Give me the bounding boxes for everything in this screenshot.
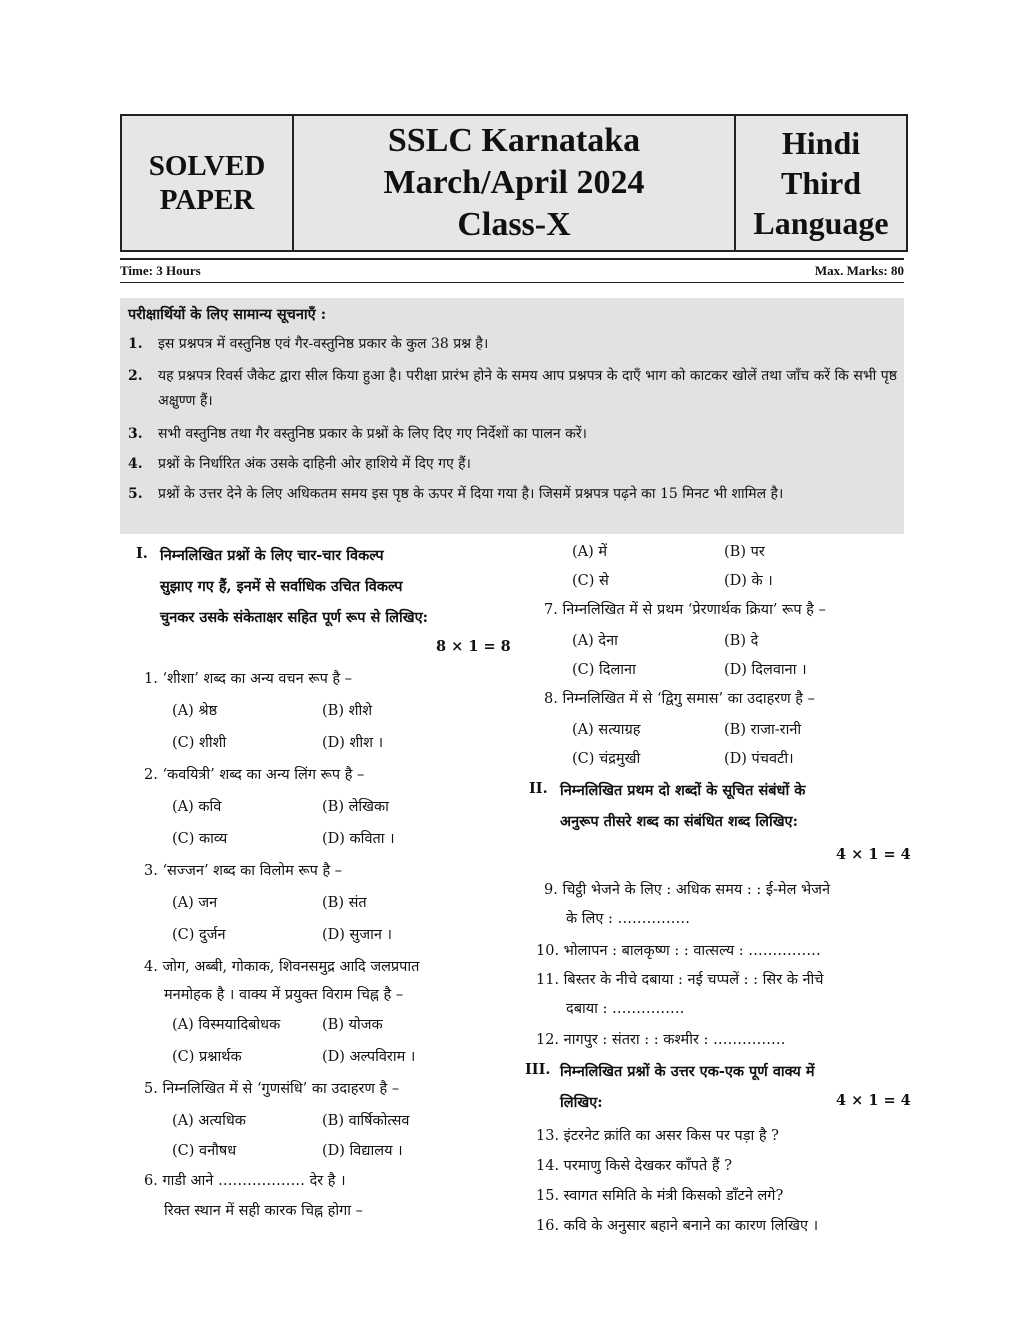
option-c: (C) चंद्रमुखी bbox=[572, 751, 641, 767]
header-left-line: PAPER bbox=[159, 184, 255, 216]
question-4-cont: मनमोहक है । वाक्य में प्रयुक्त विराम चिह्न है – bbox=[164, 987, 404, 1003]
header-box bbox=[120, 114, 908, 252]
option-a: (A) विस्मयादिबोधक bbox=[172, 1017, 281, 1033]
question-5: 5. निम्नलिखित में से ‘गुणसंधि’ का उदाहरण है – bbox=[144, 1081, 400, 1097]
option-b: (B) लेखिका bbox=[322, 799, 389, 815]
header-right-line: Third bbox=[780, 165, 862, 201]
option-d: (D) अल्पविराम । bbox=[322, 1049, 416, 1065]
option-b: (B) योजक bbox=[322, 1017, 383, 1033]
question-1: 1. ‘शीशा’ शब्द का अन्य वचन रूप है – bbox=[144, 671, 352, 687]
question-2: 2. ‘कवयित्री’ शब्द का अन्य लिंग रूप है – bbox=[144, 767, 365, 783]
option-a: (A) जन bbox=[172, 895, 218, 911]
option-a: (A) में bbox=[572, 544, 608, 560]
instruction-item: 3. सभी वस्तुनिष्ठ तथा गैर वस्तुनिष्ठ प्रकार के प्रश्नों के लिए दिए गए निर्देशों का पालन करें। bbox=[128, 426, 587, 442]
instructions-title: परीक्षार्थियों के लिए सामान्य सूचनाएँ : bbox=[128, 306, 327, 323]
time-label: Time: 3 Hours bbox=[120, 263, 201, 278]
section-1-marks: 8 × 1 = 8 bbox=[436, 638, 511, 655]
option-a: (A) अत्यधिक bbox=[172, 1113, 246, 1129]
question-11-cont: दबाया : …………… bbox=[566, 1001, 685, 1017]
question-6: 6. गाडी आने ……………… देर है । bbox=[144, 1173, 346, 1189]
section-2-marks: 4 × 1 = 4 bbox=[836, 846, 911, 863]
header-mid-line: March/April 2024 bbox=[383, 164, 645, 201]
section-3-number: III. bbox=[525, 1061, 551, 1078]
option-b: (B) राजा-रानी bbox=[724, 722, 802, 738]
question-16: 16. कवि के अनुसार बहाने बनाने का कारण लिखिए । bbox=[536, 1218, 819, 1234]
option-c: (C) शीशी bbox=[172, 735, 227, 751]
section-3-heading: लिखिए: bbox=[560, 1094, 603, 1111]
option-d: (D) विद्यालय । bbox=[322, 1143, 403, 1159]
question-12: 12. नागपुर : संतरा : : कश्मीर : …………… bbox=[536, 1032, 786, 1048]
question-7: 7. निम्नलिखित में से प्रथम ‘प्रेरणार्थक क्रिया’ रूप है – bbox=[544, 602, 826, 618]
option-d: (D) दिलवाना । bbox=[724, 662, 807, 678]
option-a: (A) श्रेष्ठ bbox=[172, 703, 218, 719]
instruction-item: 1. इस प्रश्नपत्र में वस्तुनिष्ठ एवं गैर-वस्तुनिष्ठ प्रकार के कुल 38 प्रश्न है। bbox=[128, 336, 489, 352]
section-1-heading: सुझाए गए हैं, इनमें से सर्वाधिक उचित विकल्प bbox=[160, 578, 403, 595]
question-3: 3. ‘सज्जन’ शब्द का विलोम रूप है – bbox=[144, 863, 343, 879]
option-b: (B) शीशे bbox=[322, 703, 373, 719]
question-8: 8. निम्नलिखित में से ‘द्विगु समास’ का उदाहरण है – bbox=[544, 691, 815, 707]
option-a: (A) सत्याग्रह bbox=[572, 722, 641, 738]
section-2-number: II. bbox=[529, 780, 548, 797]
meta-bar bbox=[120, 258, 904, 283]
header-left-line: SOLVED bbox=[148, 150, 266, 182]
option-d: (D) सुजान । bbox=[322, 927, 393, 943]
question-6-cont: रिक्त स्थान में सही कारक चिह्न होगा – bbox=[164, 1203, 363, 1219]
option-c: (C) वनौषध bbox=[172, 1143, 237, 1159]
option-c: (C) प्रश्नार्थक bbox=[172, 1049, 242, 1065]
marks-label: Max. Marks: 80 bbox=[814, 263, 904, 278]
question-13: 13. इंटरनेट क्रांति का असर किस पर पड़ा है ? bbox=[536, 1128, 779, 1144]
question-15: 15. स्वागत समिति के मंत्री किसको डाँटने लगे? bbox=[536, 1188, 784, 1204]
section-1-heading: चुनकर उसके संकेताक्षर सहित पूर्ण रूप से लिखिए: bbox=[160, 609, 428, 626]
option-a: (A) कवि bbox=[172, 799, 222, 815]
option-d: (D) कविता । bbox=[322, 831, 395, 847]
option-d: (D) पंचवटी। bbox=[724, 751, 794, 767]
section-2-heading: निम्नलिखित प्रथम दो शब्दों के सूचित संबंधों के bbox=[560, 782, 806, 799]
option-b: (B) पर bbox=[724, 544, 765, 560]
section-1-heading: निम्नलिखित प्रश्नों के लिए चार-चार विकल्प bbox=[160, 547, 384, 564]
question-11: 11. बिस्तर के नीचे दबाया : नई चप्पलें : : सिर के नीचे bbox=[536, 972, 824, 988]
header-right-line: Language bbox=[753, 205, 889, 241]
option-a: (A) देना bbox=[572, 633, 618, 649]
question-9: 9. चिट्ठी भेजने के लिए : अधिक समय : : ई-मेल भेजने bbox=[544, 882, 831, 898]
instruction-item: 2. यह प्रश्नपत्र रिवर्स जैकेट द्वारा सील किया हुआ है। परीक्षा प्रारंभ होने के समय आप प्रश्नपत्र के दाएँ भाग को काटकर खोलें तथा जाँच करें कि सभी पृष्ठ अक्षुण्ण हैं। bbox=[128, 368, 897, 409]
question-9-cont: के लिए : …………… bbox=[566, 911, 690, 927]
option-c: (C) दिलाना bbox=[572, 662, 636, 678]
section-3-heading: निम्नलिखित प्रश्नों के उत्तर एक-एक पूर्ण वाक्य में bbox=[560, 1063, 815, 1080]
option-b: (B) संत bbox=[322, 895, 367, 911]
header-mid-line: Class-X bbox=[457, 206, 571, 243]
instructions-box bbox=[120, 298, 904, 534]
option-c: (C) दुर्जन bbox=[172, 927, 226, 943]
header-subject bbox=[736, 116, 906, 250]
option-d: (D) शीश । bbox=[322, 735, 384, 751]
header-exam-title bbox=[294, 116, 736, 250]
question-14: 14. परमाणु किसे देखकर काँपते हैं ? bbox=[536, 1158, 732, 1174]
section-3-marks: 4 × 1 = 4 bbox=[836, 1092, 911, 1109]
header-right-line: Hindi bbox=[781, 125, 861, 161]
header-solved-paper bbox=[122, 116, 294, 250]
section-1-number: I. bbox=[136, 545, 148, 562]
question-10: 10. भोलापन : बालकृष्ण : : वात्सल्य : …………… bbox=[536, 943, 821, 959]
instruction-item: 5. प्रश्नों के उत्तर देने के लिए अधिकतम समय इस पृष्ठ के ऊपर में दिया गया है। जिसमें प्रश्नपत्र पढ़ने का 15 मिनट भी शामिल है। bbox=[128, 486, 784, 502]
option-c: (C) काव्य bbox=[172, 831, 228, 847]
option-b: (B) दे bbox=[724, 633, 759, 649]
instruction-item: 4. प्रश्नों के निर्धारित अंक उसके दाहिनी ओर हाशिये में दिए गए हैं। bbox=[128, 456, 471, 472]
header-mid-line: SSLC Karnataka bbox=[387, 122, 641, 159]
question-4: 4. जोग, अब्बी, गोकाक, शिवनसमुद्र आदि जलप्रपात bbox=[144, 959, 420, 975]
option-b: (B) वार्षिकोत्सव bbox=[322, 1113, 410, 1129]
section-2-heading: अनुरूप तीसरे शब्द का संबंधित शब्द लिखिए: bbox=[560, 813, 798, 830]
option-c: (C) से bbox=[572, 573, 609, 589]
option-d: (D) के । bbox=[724, 573, 773, 589]
